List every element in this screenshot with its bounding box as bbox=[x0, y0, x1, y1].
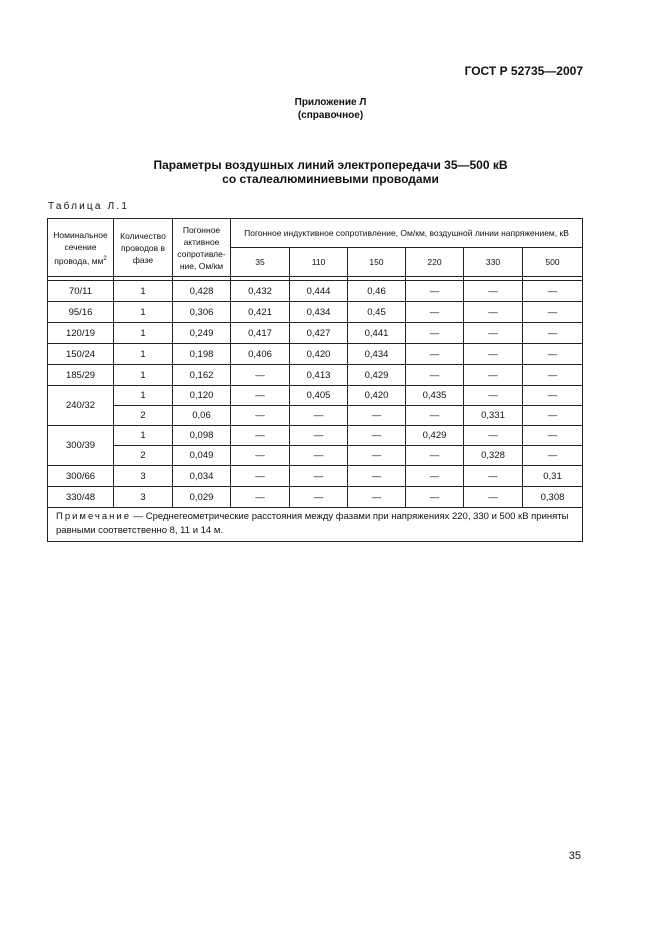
cell-count: 1 bbox=[114, 302, 173, 323]
cell-inductive: — bbox=[231, 426, 290, 446]
cell-inductive: — bbox=[231, 466, 290, 487]
header-voltage: 500 bbox=[523, 248, 583, 277]
header-section: Номинальное сечение провода, $мм^2$ bbox=[48, 219, 114, 277]
cell-inductive: — bbox=[406, 302, 464, 323]
cell-count: 1 bbox=[114, 426, 173, 446]
cell-count: 1 bbox=[114, 386, 173, 406]
cell-inductive: 0,429 bbox=[348, 365, 406, 386]
table-label: Таблица Л.1 bbox=[48, 201, 130, 212]
header-voltage: 35 bbox=[231, 248, 290, 277]
cell-inductive: 0,413 bbox=[290, 365, 348, 386]
cell-inductive: — bbox=[348, 466, 406, 487]
cell-section: 300/39 bbox=[48, 426, 114, 466]
cell-inductive: 0,328 bbox=[464, 446, 523, 466]
table-row bbox=[48, 446, 583, 466]
document-title bbox=[0, 158, 661, 186]
cell-inductive: — bbox=[523, 386, 583, 406]
cell-inductive: — bbox=[523, 323, 583, 344]
cell-resistance: 0,034 bbox=[173, 466, 231, 487]
cell-inductive: — bbox=[290, 487, 348, 508]
cell-inductive: — bbox=[523, 426, 583, 446]
table-row bbox=[48, 344, 583, 365]
cell-resistance: 0,306 bbox=[173, 302, 231, 323]
cell-resistance: 0,198 bbox=[173, 344, 231, 365]
cell-section: 120/19 bbox=[48, 323, 114, 344]
standard-number: ГОСТ Р 52735—2007 bbox=[464, 64, 583, 78]
cell-count: 2 bbox=[114, 406, 173, 426]
cell-count: 1 bbox=[114, 281, 173, 302]
table-row bbox=[48, 426, 583, 446]
cell-section: 185/29 bbox=[48, 365, 114, 386]
header-count: Количество проводов в фазе bbox=[114, 219, 173, 277]
table-row bbox=[48, 466, 583, 487]
cell-inductive: — bbox=[406, 406, 464, 426]
cell-inductive: 0,31 bbox=[523, 466, 583, 487]
cell-resistance: 0,098 bbox=[173, 426, 231, 446]
table-row bbox=[48, 281, 583, 302]
cell-inductive: — bbox=[290, 446, 348, 466]
cell-inductive: 0,331 bbox=[464, 406, 523, 426]
cell-inductive: — bbox=[231, 365, 290, 386]
cell-count: 1 bbox=[114, 344, 173, 365]
cell-section: 95/16 bbox=[48, 302, 114, 323]
cell-resistance: 0,06 bbox=[173, 406, 231, 426]
cell-inductive: — bbox=[464, 386, 523, 406]
cell-inductive: — bbox=[348, 426, 406, 446]
cell-resistance: 0,162 bbox=[173, 365, 231, 386]
title-line-2: со сталеалюминиевыми проводами bbox=[222, 172, 439, 186]
cell-inductive: — bbox=[406, 344, 464, 365]
cell-section: 240/32 bbox=[48, 386, 114, 426]
cell-inductive: — bbox=[231, 446, 290, 466]
cell-inductive: 0,420 bbox=[290, 344, 348, 365]
cell-inductive: 0,434 bbox=[348, 344, 406, 365]
cell-inductive: — bbox=[523, 406, 583, 426]
cell-inductive: — bbox=[290, 466, 348, 487]
cell-inductive: — bbox=[523, 281, 583, 302]
header-resistance: Погонное активное сопротивле-ние, Ом/км bbox=[173, 219, 231, 277]
cell-inductive: 0,421 bbox=[231, 302, 290, 323]
page-number: 35 bbox=[568, 850, 581, 862]
cell-inductive: — bbox=[464, 466, 523, 487]
cell-resistance: 0,120 bbox=[173, 386, 231, 406]
cell-inductive: — bbox=[348, 406, 406, 426]
header-voltage: 110 bbox=[290, 248, 348, 277]
cell-inductive: — bbox=[231, 386, 290, 406]
cell-inductive: — bbox=[290, 426, 348, 446]
cell-count: 1 bbox=[114, 323, 173, 344]
header-voltage: 150 bbox=[348, 248, 406, 277]
cell-inductive: — bbox=[464, 344, 523, 365]
cell-section: 330/48 bbox=[48, 487, 114, 508]
cell-resistance: 0,249 bbox=[173, 323, 231, 344]
cell-resistance: 0,428 bbox=[173, 281, 231, 302]
appendix-subtitle: (справочное) bbox=[297, 110, 364, 121]
appendix-title: Приложение Л bbox=[294, 97, 367, 108]
table-row bbox=[48, 406, 583, 426]
cell-inductive: — bbox=[406, 446, 464, 466]
cell-section: 70/11 bbox=[48, 281, 114, 302]
cell-inductive: 0,434 bbox=[290, 302, 348, 323]
cell-inductive: 0,45 bbox=[348, 302, 406, 323]
cell-inductive: — bbox=[464, 365, 523, 386]
cell-inductive: — bbox=[464, 302, 523, 323]
table-row bbox=[48, 323, 583, 344]
cell-inductive: — bbox=[406, 487, 464, 508]
cell-inductive: 0,435 bbox=[406, 386, 464, 406]
cell-inductive: — bbox=[464, 426, 523, 446]
cell-inductive: 0,46 bbox=[348, 281, 406, 302]
cell-resistance: 0,049 bbox=[173, 446, 231, 466]
cell-inductive: — bbox=[464, 281, 523, 302]
header-inductive: Погонное индуктивное сопротивление, Ом/км, воздушной линии напряжением, кВ bbox=[231, 219, 583, 248]
title-line-1: Параметры воздушных линий электропередачи 35—500 кВ bbox=[153, 158, 508, 172]
cell-inductive: — bbox=[406, 365, 464, 386]
cell-inductive: — bbox=[406, 323, 464, 344]
cell-inductive: — bbox=[464, 487, 523, 508]
cell-inductive: — bbox=[523, 446, 583, 466]
cell-inductive: — bbox=[523, 365, 583, 386]
cell-resistance: 0,029 bbox=[173, 487, 231, 508]
cell-inductive: 0,417 bbox=[231, 323, 290, 344]
table-note: Примечание — Среднегеометрические расстояния между фазами при напряжениях 220, 330 и 500 кВ приняты равными соответственно 8, 11 и 14 м. bbox=[48, 508, 583, 542]
cell-inductive: — bbox=[464, 323, 523, 344]
cell-section: 300/66 bbox=[48, 466, 114, 487]
cell-inductive: 0,441 bbox=[348, 323, 406, 344]
cell-inductive: — bbox=[348, 487, 406, 508]
cell-inductive: 0,308 bbox=[523, 487, 583, 508]
cell-inductive: — bbox=[406, 466, 464, 487]
cell-inductive: — bbox=[523, 302, 583, 323]
cell-inductive: — bbox=[348, 446, 406, 466]
table-row bbox=[48, 365, 583, 386]
cell-inductive: — bbox=[231, 406, 290, 426]
cell-inductive: — bbox=[231, 487, 290, 508]
table-row bbox=[48, 386, 583, 406]
cell-count: 3 bbox=[114, 487, 173, 508]
header-voltage: 330 bbox=[464, 248, 523, 277]
cell-inductive: 0,405 bbox=[290, 386, 348, 406]
header-voltage: 220 bbox=[406, 248, 464, 277]
cell-inductive: — bbox=[523, 344, 583, 365]
cell-inductive: 0,420 bbox=[348, 386, 406, 406]
cell-count: 2 bbox=[114, 446, 173, 466]
cell-inductive: 0,406 bbox=[231, 344, 290, 365]
cell-inductive: — bbox=[290, 406, 348, 426]
cell-count: 3 bbox=[114, 466, 173, 487]
cell-inductive: — bbox=[406, 281, 464, 302]
cell-inductive: 0,429 bbox=[406, 426, 464, 446]
cell-section: 150/24 bbox=[48, 344, 114, 365]
parameters-table bbox=[47, 218, 583, 542]
table-row bbox=[48, 487, 583, 508]
cell-inductive: 0,432 bbox=[231, 281, 290, 302]
cell-inductive: 0,427 bbox=[290, 323, 348, 344]
cell-count: 1 bbox=[114, 365, 173, 386]
appendix-heading bbox=[0, 96, 661, 122]
table-row bbox=[48, 302, 583, 323]
cell-inductive: 0,444 bbox=[290, 281, 348, 302]
